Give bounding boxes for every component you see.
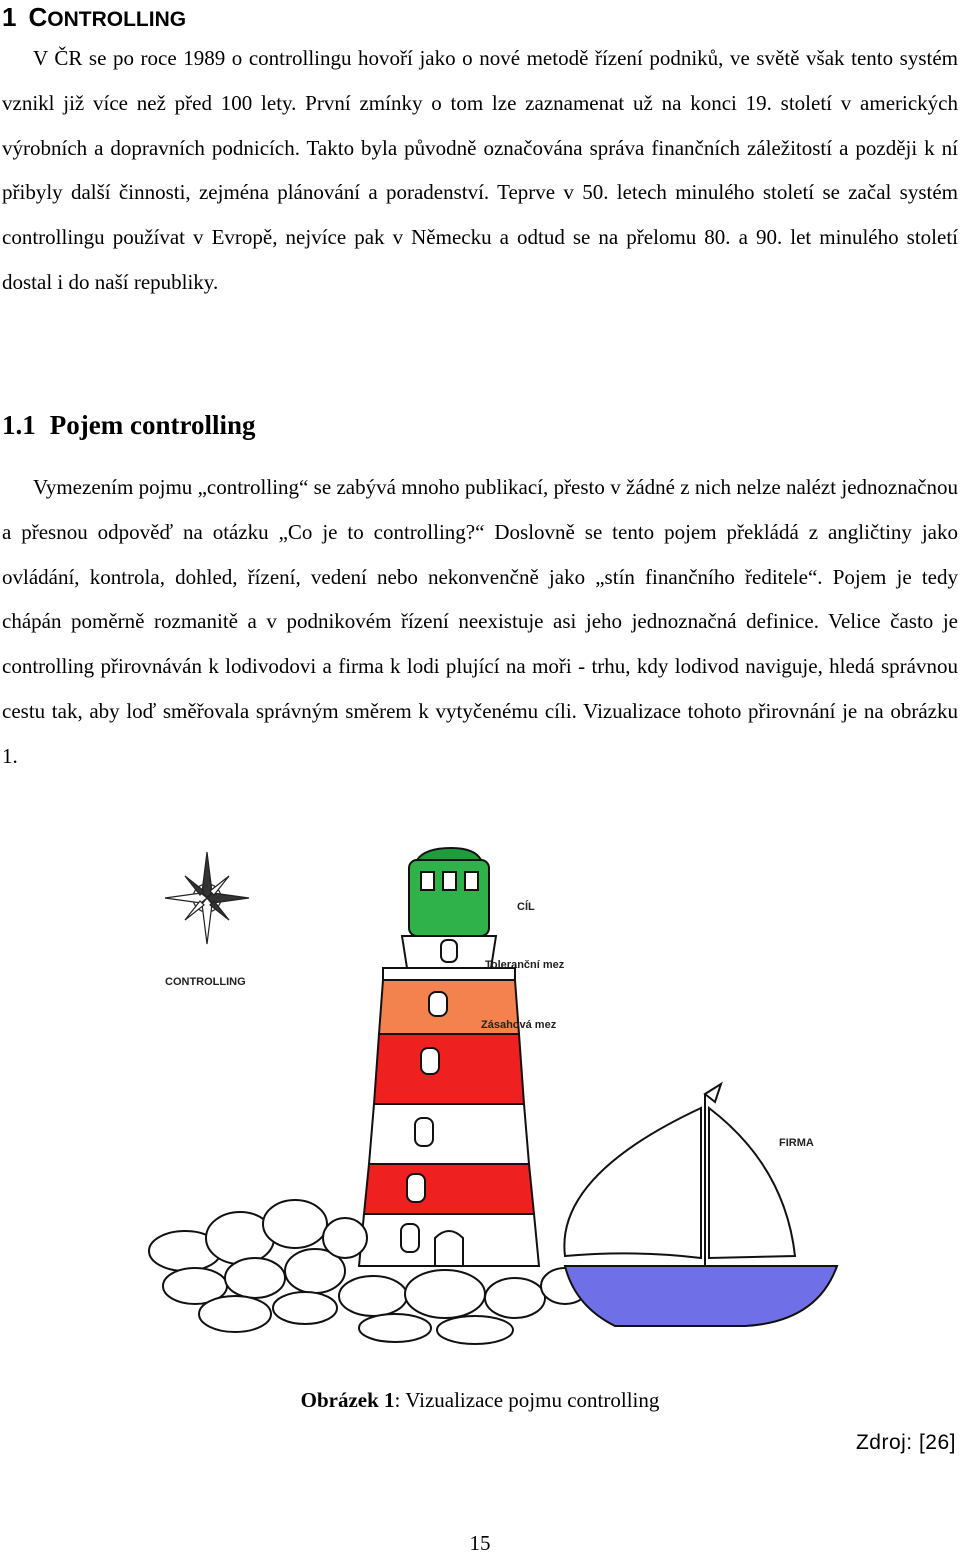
- controlling-label: CONTROLLING: [165, 976, 246, 988]
- section-title: Pojem controlling: [49, 410, 256, 440]
- sailboat: [564, 1084, 837, 1326]
- tolerance-label: Toleranční mez: [485, 959, 565, 971]
- cil-label: CÍL: [517, 901, 535, 913]
- intro-paragraph-text: V ČR se po roce 1989 o controllingu hovoří jako o nové metodě řízení podniků, ve světě však tento systém vznikl již více než před 100 lety. První zmínky o tom lze zaznamenat už na konci 19. století v amerických výrobních a dopravních podnicích. Takto byla původně označována správa finančních záležitostí a později k ní přibyly další činnosti, zejména plánování a poradenství. Teprve v 50. letech minulého století se začal systém controllingu používat v Evropě, nejvíce pak v Německu a odtud se na přelomu 80. a 90. let minulého století dostal i do naší republiky.: [2, 46, 958, 294]
- caption-label: Obrázek 1: [300, 1388, 395, 1412]
- page-number: 15: [469, 1531, 491, 1555]
- section-number: 1.1: [2, 410, 36, 440]
- compass-rose-icon: [165, 852, 249, 944]
- figure-lighthouse: [145, 846, 875, 1346]
- figure-source: Zdroj: [26]: [855, 1431, 956, 1454]
- lighthouse-illustration: [145, 846, 875, 1346]
- chapter-title-initial: C: [28, 2, 48, 32]
- chapter-title-rest: ONTROLLING: [47, 8, 187, 31]
- section-paragraph: [2, 465, 958, 779]
- intro-paragraph: [2, 36, 958, 305]
- intervention-label: Zásahová mez: [481, 1019, 557, 1031]
- caption-text: : Vizualizace pojmu controlling: [394, 1388, 660, 1412]
- chapter-number: 1: [2, 2, 17, 32]
- section-paragraph-text: Vymezením pojmu „controlling“ se zabývá mnoho publikací, přesto v žádné z nich nelze nalézt jednoznačnou a přesnou odpověď na otázku „Co je to controlling?“ Doslovně se tento pojem překládá z angličtiny jako ovládání, kontrola, dohled, řízení, vedení nebo nekonvenčně jako „stín finančního ředitele“. Pojem je tedy chápán poměrně rozmanitě a v podnikovém řízení neexistuje asi jeho jednoznačná definice. Velice často je controlling přirovnáván k lodivodovi a firma k lodi plující na moři - trhu, kdy lodivod naviguje, hledá správnou cestu tak, aby loď směřovala správným směrem k vytyčenému cíli. Vizualizace tohoto přirovnání je na obrázku 1.: [2, 475, 958, 768]
- figure-caption: [0, 1385, 960, 1415]
- section-heading: [2, 407, 255, 443]
- lighthouse: [359, 848, 539, 1266]
- chapter-heading: [2, 0, 186, 37]
- firma-label: FIRMA: [779, 1137, 814, 1149]
